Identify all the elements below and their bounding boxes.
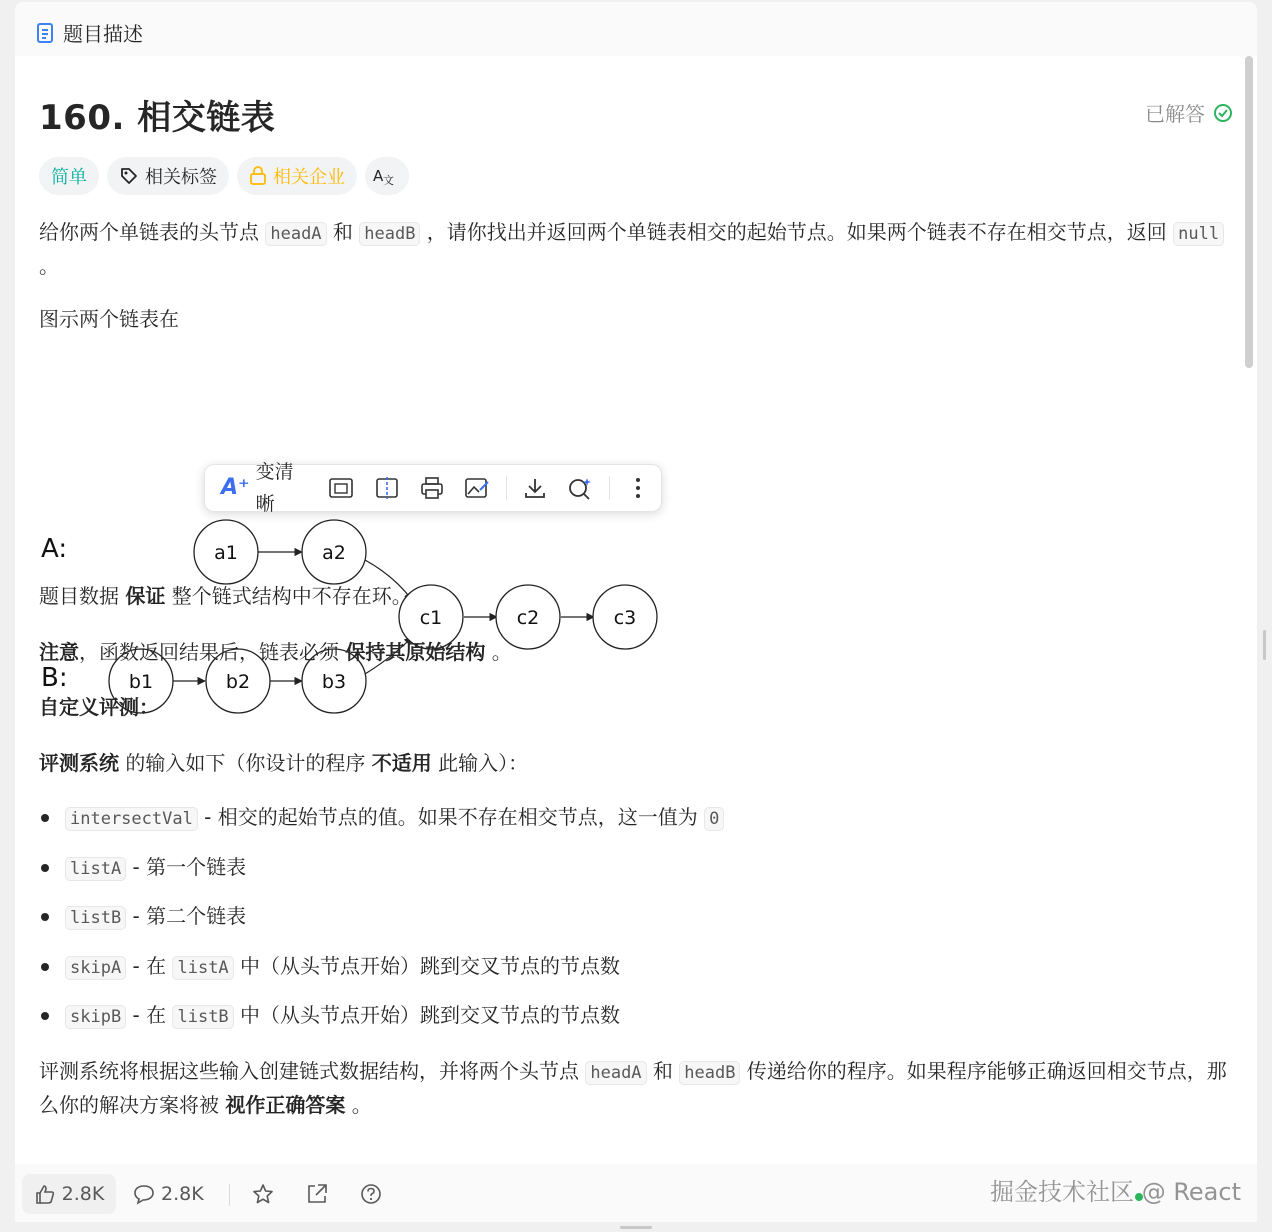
search-image-button[interactable] xyxy=(566,472,595,504)
desc-paragraph-2: 图示两个链表在 xyxy=(39,307,179,331)
toolbar-divider xyxy=(506,476,507,500)
translate-button[interactable] xyxy=(365,157,409,195)
diagram-label-b: B: xyxy=(41,663,68,693)
svg-text:A: A xyxy=(373,167,384,185)
desc-paragraph-7: 评测系统将根据这些输入创建链式数据结构，并将两个头节点 headA 和 headB 传递给你的程序。如果程序能够正确返回相交节点，那么你的解决方案将被 视作正确答案 。 xyxy=(39,1059,1227,1117)
check-circle-icon xyxy=(1213,103,1233,123)
ocr-button[interactable] xyxy=(327,472,356,504)
tab-bar xyxy=(15,2,1257,56)
watermark: 掘金技术社区 @ React xyxy=(990,1178,1241,1206)
more-vertical-icon xyxy=(634,477,642,499)
solved-status xyxy=(1145,98,1233,127)
translate-icon xyxy=(373,166,395,186)
desc-paragraph-1: 给你两个单链表的头节点 headA 和 headB ，请你找出并返回两个单链表相交的起始节点。如果两个链表不存在相交节点，返回 null 。 xyxy=(39,216,1229,282)
vertical-scrollbar[interactable] xyxy=(1245,56,1253,368)
favorite-button[interactable] xyxy=(251,1174,275,1214)
tag-row xyxy=(39,157,409,195)
ai-sparkle-icon: A⁺ xyxy=(221,475,250,500)
enhance-button[interactable] xyxy=(221,456,305,520)
download-icon xyxy=(523,476,547,500)
solved-label: 已解答 xyxy=(1145,102,1205,126)
companies-tag[interactable] xyxy=(237,157,357,195)
custom-judge-heading: 自定义评测： xyxy=(39,695,159,719)
help-circle-icon xyxy=(359,1182,383,1206)
footer-bar xyxy=(15,1164,1257,1222)
inline-code: headB xyxy=(359,222,420,246)
toolbar-divider xyxy=(609,476,610,500)
svg-text:文: 文 xyxy=(383,174,394,187)
inline-code: null xyxy=(1173,222,1224,246)
node-c3 xyxy=(593,585,657,649)
list-item: skipB - 在 listB 中（从头节点开始）跳到交叉节点的节点数 xyxy=(39,999,724,1049)
svg-text:b2: b2 xyxy=(225,671,251,693)
list-item: listB - 第二个链表 xyxy=(39,900,724,950)
topics-tag[interactable] xyxy=(107,157,229,195)
share-icon xyxy=(305,1182,329,1206)
desc-paragraph-6: 评测系统 的输入如下（你设计的程序 不适用 此输入）： xyxy=(39,751,529,775)
svg-text:b3: b3 xyxy=(321,671,347,693)
svg-text:c3: c3 xyxy=(613,607,637,629)
image-edit-icon xyxy=(464,476,490,500)
ocr-icon xyxy=(328,476,354,500)
share-button[interactable] xyxy=(305,1174,329,1214)
difficulty-tag[interactable]: 简单 xyxy=(39,157,99,195)
comments-button[interactable] xyxy=(133,1174,204,1214)
svg-text:a2: a2 xyxy=(322,542,346,564)
problem-panel xyxy=(15,56,1257,1164)
list-item: intersectVal - 相交的起始节点的值。如果不存在相交节点，这一值为 0 xyxy=(39,801,724,851)
search-icon xyxy=(568,476,592,500)
svg-text:c2: c2 xyxy=(516,607,540,629)
list-item: listA - 第一个链表 xyxy=(39,851,724,901)
lock-icon xyxy=(249,166,267,186)
desc-paragraph-4: 注意，函数返回结果后，链表必须 保持其原始结构 。 xyxy=(39,640,512,664)
tab-description-label: 题目描述 xyxy=(63,22,143,46)
svg-text:c1: c1 xyxy=(419,607,443,629)
download-button[interactable] xyxy=(520,472,549,504)
enhance-label: 变清晰 xyxy=(255,461,294,515)
footer-divider xyxy=(229,1184,230,1206)
svg-text:b1: b1 xyxy=(128,671,154,693)
edit-image-button[interactable] xyxy=(462,472,491,504)
inline-code: headA xyxy=(265,222,326,246)
node-a1 xyxy=(194,520,258,584)
problem-title: 160. 相交链表 xyxy=(39,98,276,138)
image-toolbar xyxy=(204,461,662,515)
input-param-list xyxy=(39,801,724,1049)
topics-tag-label: 相关标签 xyxy=(145,167,217,188)
print-icon xyxy=(419,476,445,500)
like-count: 2.8K xyxy=(61,1183,105,1205)
compare-button[interactable] xyxy=(372,472,401,504)
comment-icon xyxy=(133,1183,155,1205)
tag-icon xyxy=(119,166,139,186)
document-icon xyxy=(37,23,53,43)
node-a2 xyxy=(302,520,366,584)
comment-count: 2.8K xyxy=(161,1183,204,1205)
thumbs-up-icon xyxy=(34,1183,56,1205)
more-button[interactable] xyxy=(624,472,653,504)
svg-text:a1: a1 xyxy=(214,542,238,564)
resize-handle[interactable] xyxy=(1263,630,1266,660)
companies-tag-label: 相关企业 xyxy=(273,167,345,188)
help-button[interactable] xyxy=(359,1174,383,1214)
diagram-label-a: A: xyxy=(41,534,68,564)
desc-paragraph-3: 题目数据 保证 整个链式结构中不存在环。 xyxy=(39,584,412,608)
list-item: skipA - 在 listA 中（从头节点开始）跳到交叉节点的节点数 xyxy=(39,950,724,1000)
like-button[interactable] xyxy=(22,1174,116,1214)
print-button[interactable] xyxy=(417,472,446,504)
bottom-resize-handle[interactable] xyxy=(620,1226,652,1229)
star-icon xyxy=(251,1182,275,1206)
tab-description[interactable] xyxy=(37,18,143,47)
compare-icon xyxy=(374,476,400,500)
